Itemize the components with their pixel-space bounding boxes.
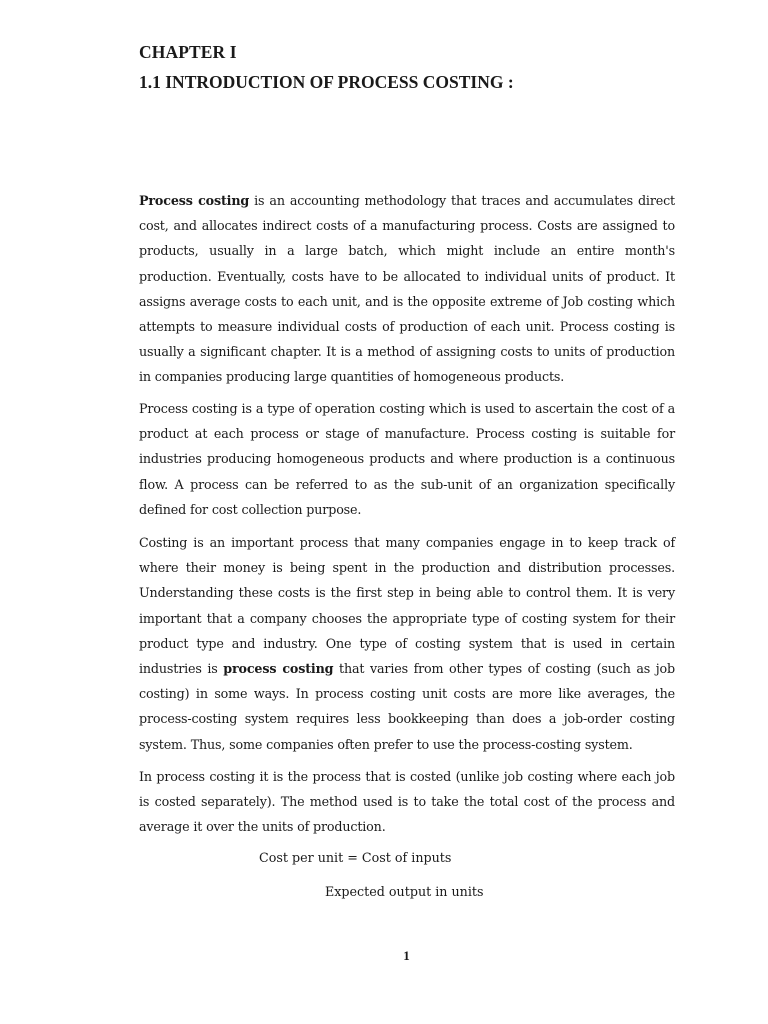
section-title: 1.1 INTRODUCTION OF PROCESS COSTING : <box>139 72 514 92</box>
paragraph-4 <box>139 764 675 840</box>
paragraph-3 <box>139 530 675 757</box>
formula-numerator-line: Cost per unit = Cost of inputs <box>259 850 452 865</box>
paragraph-4-text: In process costing it is the process that is costed (unlike job costing where each job is costed separately). The method used is to take the total cost of the process and average it over the units of production. <box>139 769 675 835</box>
paragraph-2-text: Process costing is a type of operation costing which is used to ascertain the cost of a product at each process or stage of manufacture. Process costing is suitable for industries producing homogeneous products and where production is a continuous flow. A process can be referred to as the sub-unit of an organization specifically defined for cost collection purpose. <box>139 401 675 517</box>
paragraph-1-text: is an accounting methodology that traces and accumulates direct cost, and allocates indirect costs of a manufacturing process. Costs are assigned to products, usually in a large batch, which might include an entire month's production. Eventually, costs have to be allocated to individual units of product. It assigns average costs to each unit, and is the opposite extreme of Job costing which attempts to measure individual costs of production of each unit. Process costing is usually a significant chapter. It is a method of assigning costs to units of production in companies producing large quantities of homogeneous products. <box>139 193 676 385</box>
paragraph-1 <box>139 188 675 390</box>
paragraph-3-text-after: that varies from other types of costing (such as job costing) in some ways. In process costing unit costs are more like averages, the process-costing system requires less bookkeeping than does a job-order costing system. Thus, some companies often prefer to use the process-costing system. <box>139 661 675 752</box>
paragraph-1-bold-lead: Process costing <box>139 193 250 208</box>
paragraph-2 <box>139 396 675 522</box>
page-number: 1 <box>403 948 410 963</box>
paragraph-3-text-before: Costing is an important process that many companies engage in to keep track of where their money is being spent in the production and distribution processes. Understanding these costs is the first step in being able to control them. It is very important that a company chooses the appropriate type of costing system for their product type and industry. One type of costing system that is used in certain industries is <box>139 535 675 677</box>
chapter-title: CHAPTER I <box>139 42 237 62</box>
formula-denominator-line: Expected output in units <box>325 884 484 899</box>
paragraph-3-bold-term: process costing <box>223 661 334 677</box>
